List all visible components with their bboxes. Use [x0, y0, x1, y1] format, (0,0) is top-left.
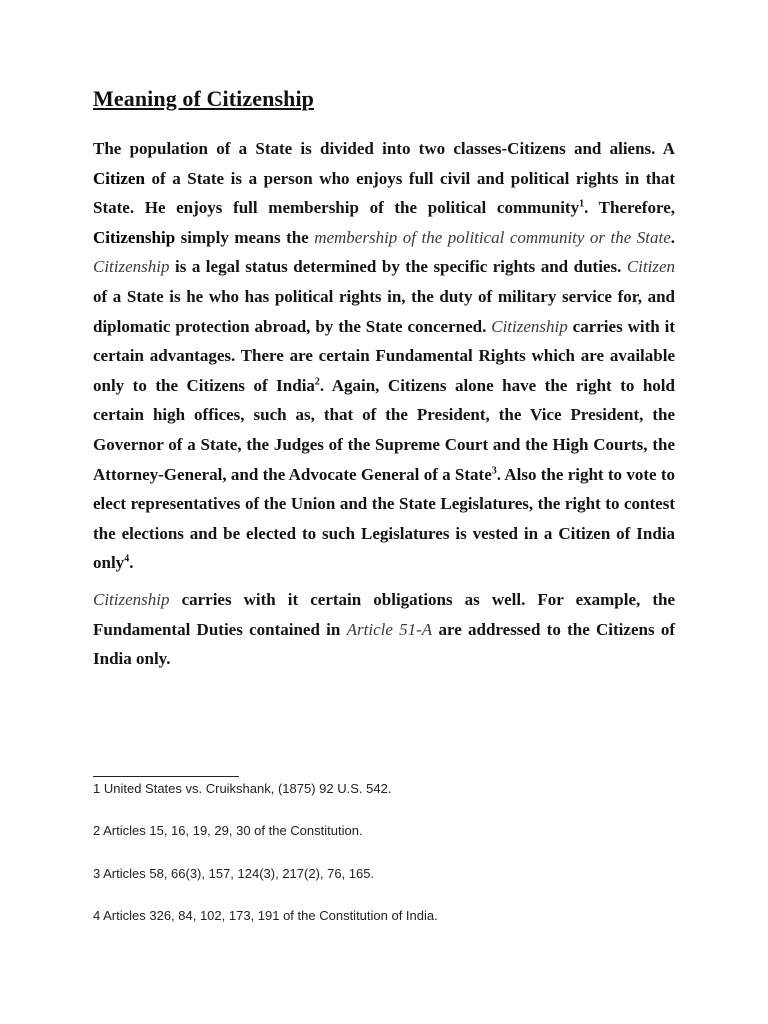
text-run: The population of a State is divided into two classes-Citizens and aliens. A — [93, 139, 675, 158]
footnote-1: 1 United States vs. Cruikshank, (1875) 92 U.S. 542. — [93, 781, 392, 796]
text-run: . — [129, 553, 134, 573]
footnote-ref-4[interactable]: 4 — [124, 553, 130, 565]
emphasis-membership: membership of the political community or the State — [314, 227, 671, 247]
footnote-separator — [93, 776, 239, 777]
emphasis-citizenship: Citizenship — [491, 316, 568, 336]
footnote-2: 2 Articles 15, 16, 19, 29, 30 of the Constitution. — [93, 823, 363, 838]
page-title: Meaning of Citizenship — [93, 86, 314, 111]
text-run: . Therefore, — [584, 198, 675, 218]
term-citizenship: Citizenship — [93, 227, 176, 247]
text-run: carries with it certain obligations as well. For example, the Fundamental Duties contained in — [93, 590, 675, 639]
term-citizen: Citizen — [93, 168, 145, 188]
text-run: carries with it certain advantages. There are certain Fundamental Rights which are available only to the Citizens of India — [93, 316, 676, 395]
text-run: . Again, Citizens alone have the right to hold certain high offices, such as, that of the President, the Vice President, the Governor of a State, the Judges of the Supreme Court and the High Courts, the Attorney-General, and the Advocate General of a State — [93, 375, 675, 484]
footnote-4: 4 Articles 326, 84, 102, 173, 191 of the Constitution of India. — [93, 908, 438, 923]
emphasis-article: Article 51-A — [346, 619, 433, 639]
paragraph-obligations — [93, 585, 675, 674]
text-run: . Also the right to vote to elect representatives of the Union and the State Legislatures, the right to contest the elections and be elected to such Legislatures is vested in a Citizen of India only — [93, 464, 675, 573]
text-run: are addressed to the Citizens of India only. — [93, 619, 675, 669]
paragraph-meaning — [93, 134, 675, 578]
footnote-3: 3 Articles 58, 66(3), 157, 124(3), 217(2), 76, 165. — [93, 866, 375, 881]
text-run: of a State is a person who enjoys full civil and political rights in that State. He enjoys full membership of the political community — [93, 168, 675, 218]
emphasis-citizenship: Citizenship — [93, 590, 170, 609]
footnote-ref-2[interactable]: 2 — [314, 376, 320, 388]
text-run: is a legal status determined by the specific rights and duties. — [169, 257, 627, 277]
emphasis-citizenship: Citizenship — [93, 257, 170, 277]
text-run: of a State is he who has political rights in, the duty of military service for, and diplomatic protection abroad, by the State concerned. — [93, 286, 675, 336]
footnote-ref-3[interactable]: 3 — [491, 464, 497, 476]
emphasis-citizen: Citizen — [626, 257, 675, 277]
text-run: simply means the — [175, 227, 315, 247]
text-run: . — [670, 227, 675, 247]
footnote-ref-1[interactable]: 1 — [579, 198, 585, 210]
